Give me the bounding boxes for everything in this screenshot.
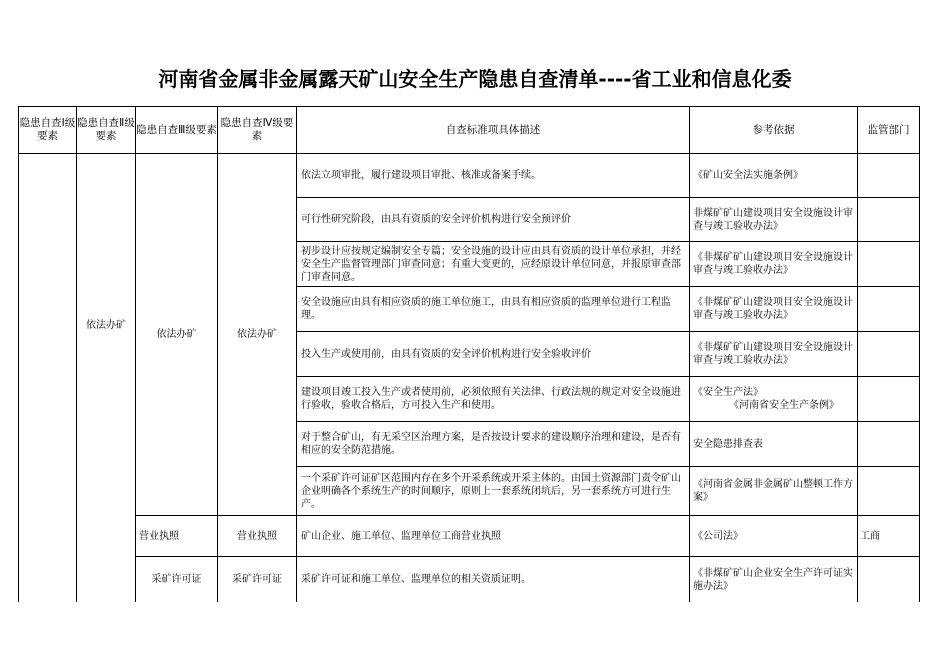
row-basis: 《矿山安全法实施条例》 [690, 154, 858, 198]
row-description: 投入生产或使用前，由具有资质的安全评价机构进行安全验收评价 [297, 332, 690, 377]
header-dept: 监管部门 [858, 106, 920, 154]
row-dept [858, 467, 920, 516]
row-dept [858, 332, 920, 377]
row-basis: 《公司法》 [690, 516, 858, 557]
level4-merged-cell [218, 154, 297, 516]
level2-label: 依法办矿 [86, 320, 126, 331]
row-basis [690, 377, 858, 422]
row-dept: 工商 [858, 516, 920, 557]
page-title: 河南省金属非金属露天矿山安全生产隐患自查清单----省工业和信息化委 [158, 67, 792, 91]
row-level3: 采矿许可证 [136, 557, 218, 602]
row-description: 对于整合矿山，有无采空区治理方案，是否按设计要求的建设顺序治理和建设，是否有相应的安全防范措施。 [297, 422, 690, 467]
row-description: 可行性研究阶段，由具有资质的安全评价机构进行安全预评价 [297, 198, 690, 242]
row-level3: 营业执照 [136, 516, 218, 557]
row-dept [858, 287, 920, 332]
row-dept [858, 154, 920, 198]
header-description: 自查标准项具体描述 [297, 106, 690, 154]
row-description: 一个采矿许可证矿区范围内存在多个开采系统或开采主体的。由国土资源部门责令矿山企业明确各个系统生产的时间顺序，原则上一套系统闭坑后，另一套系统方可进行生产。 [297, 467, 690, 516]
row-basis-line2: 《河南省安全生产条例》 [729, 400, 839, 411]
row-basis: 《非煤矿矿山建设项目安全设施设计审查与竣工验收办法》 [690, 242, 858, 287]
level1-cell [18, 154, 77, 602]
level2-cell [77, 154, 136, 602]
header-level4: 隐患自查Ⅳ级要素 [218, 106, 297, 154]
row-dept [858, 377, 920, 422]
row-description: 采矿许可证和施工单位、监理单位的相关资质证明。 [297, 557, 690, 602]
row-description: 矿山企业、施工单位、监理单位工商营业执照 [297, 516, 690, 557]
level3-merged-cell [136, 154, 218, 516]
level4-label: 依法办矿 [237, 329, 277, 340]
row-basis: 《非煤矿矿山建设项目安全设施设计审查与竣工验收办法》 [690, 287, 858, 332]
header-level2: 隐患自查Ⅱ级要素 [77, 106, 136, 154]
row-dept [858, 242, 920, 287]
level3-label: 依法办矿 [156, 329, 197, 340]
row-basis: 《非煤矿矿山企业安全生产许可证实施办法》 [690, 557, 858, 602]
row-basis: 非煤矿矿山建设项目安全设施设计审查与竣工验收办法》 [690, 198, 858, 242]
row-level4: 采矿许可证 [218, 557, 297, 602]
row-basis: 《河南省金属非金属矿山整顿工作方案》 [690, 467, 858, 516]
row-dept [858, 422, 920, 467]
row-dept [858, 557, 920, 602]
header-basis: 参考依据 [690, 106, 858, 154]
header-level3: 隐患自查Ⅲ级要素 [136, 106, 218, 154]
row-description: 依法立项审批，履行建设项目审批、核准或备案手续。 [297, 154, 690, 198]
header-level1: 隐患自查Ⅰ级要素 [18, 106, 77, 154]
row-dept [858, 198, 920, 242]
row-basis-line1: 《安全生产法》 [693, 387, 763, 398]
row-basis: 安全隐患排查表 [690, 422, 858, 467]
row-description: 安全设施应由具有相应资质的施工单位施工，由具有相应资质的监理单位进行工程监理。 [297, 287, 690, 332]
row-description: 初步设计应按规定编制安全专篇；安全设施的设计应由具有资质的设计单位承担，并经安全生产监督管理部门审查同意；有重大变更的，应经原设计单位同意，并报原审查部门审查同意。 [297, 242, 690, 287]
checklist-table [18, 106, 920, 602]
row-description: 建设项目竣工投入生产或者使用前，必须依照有关法律、行政法规的规定对安全设施进行验收，验收合格后，方可投入生产和使用。 [297, 377, 690, 422]
row-level4: 营业执照 [218, 516, 297, 557]
row-basis: 《非煤矿矿山建设项目安全设施设计审查与竣工验收办法》 [690, 332, 858, 377]
